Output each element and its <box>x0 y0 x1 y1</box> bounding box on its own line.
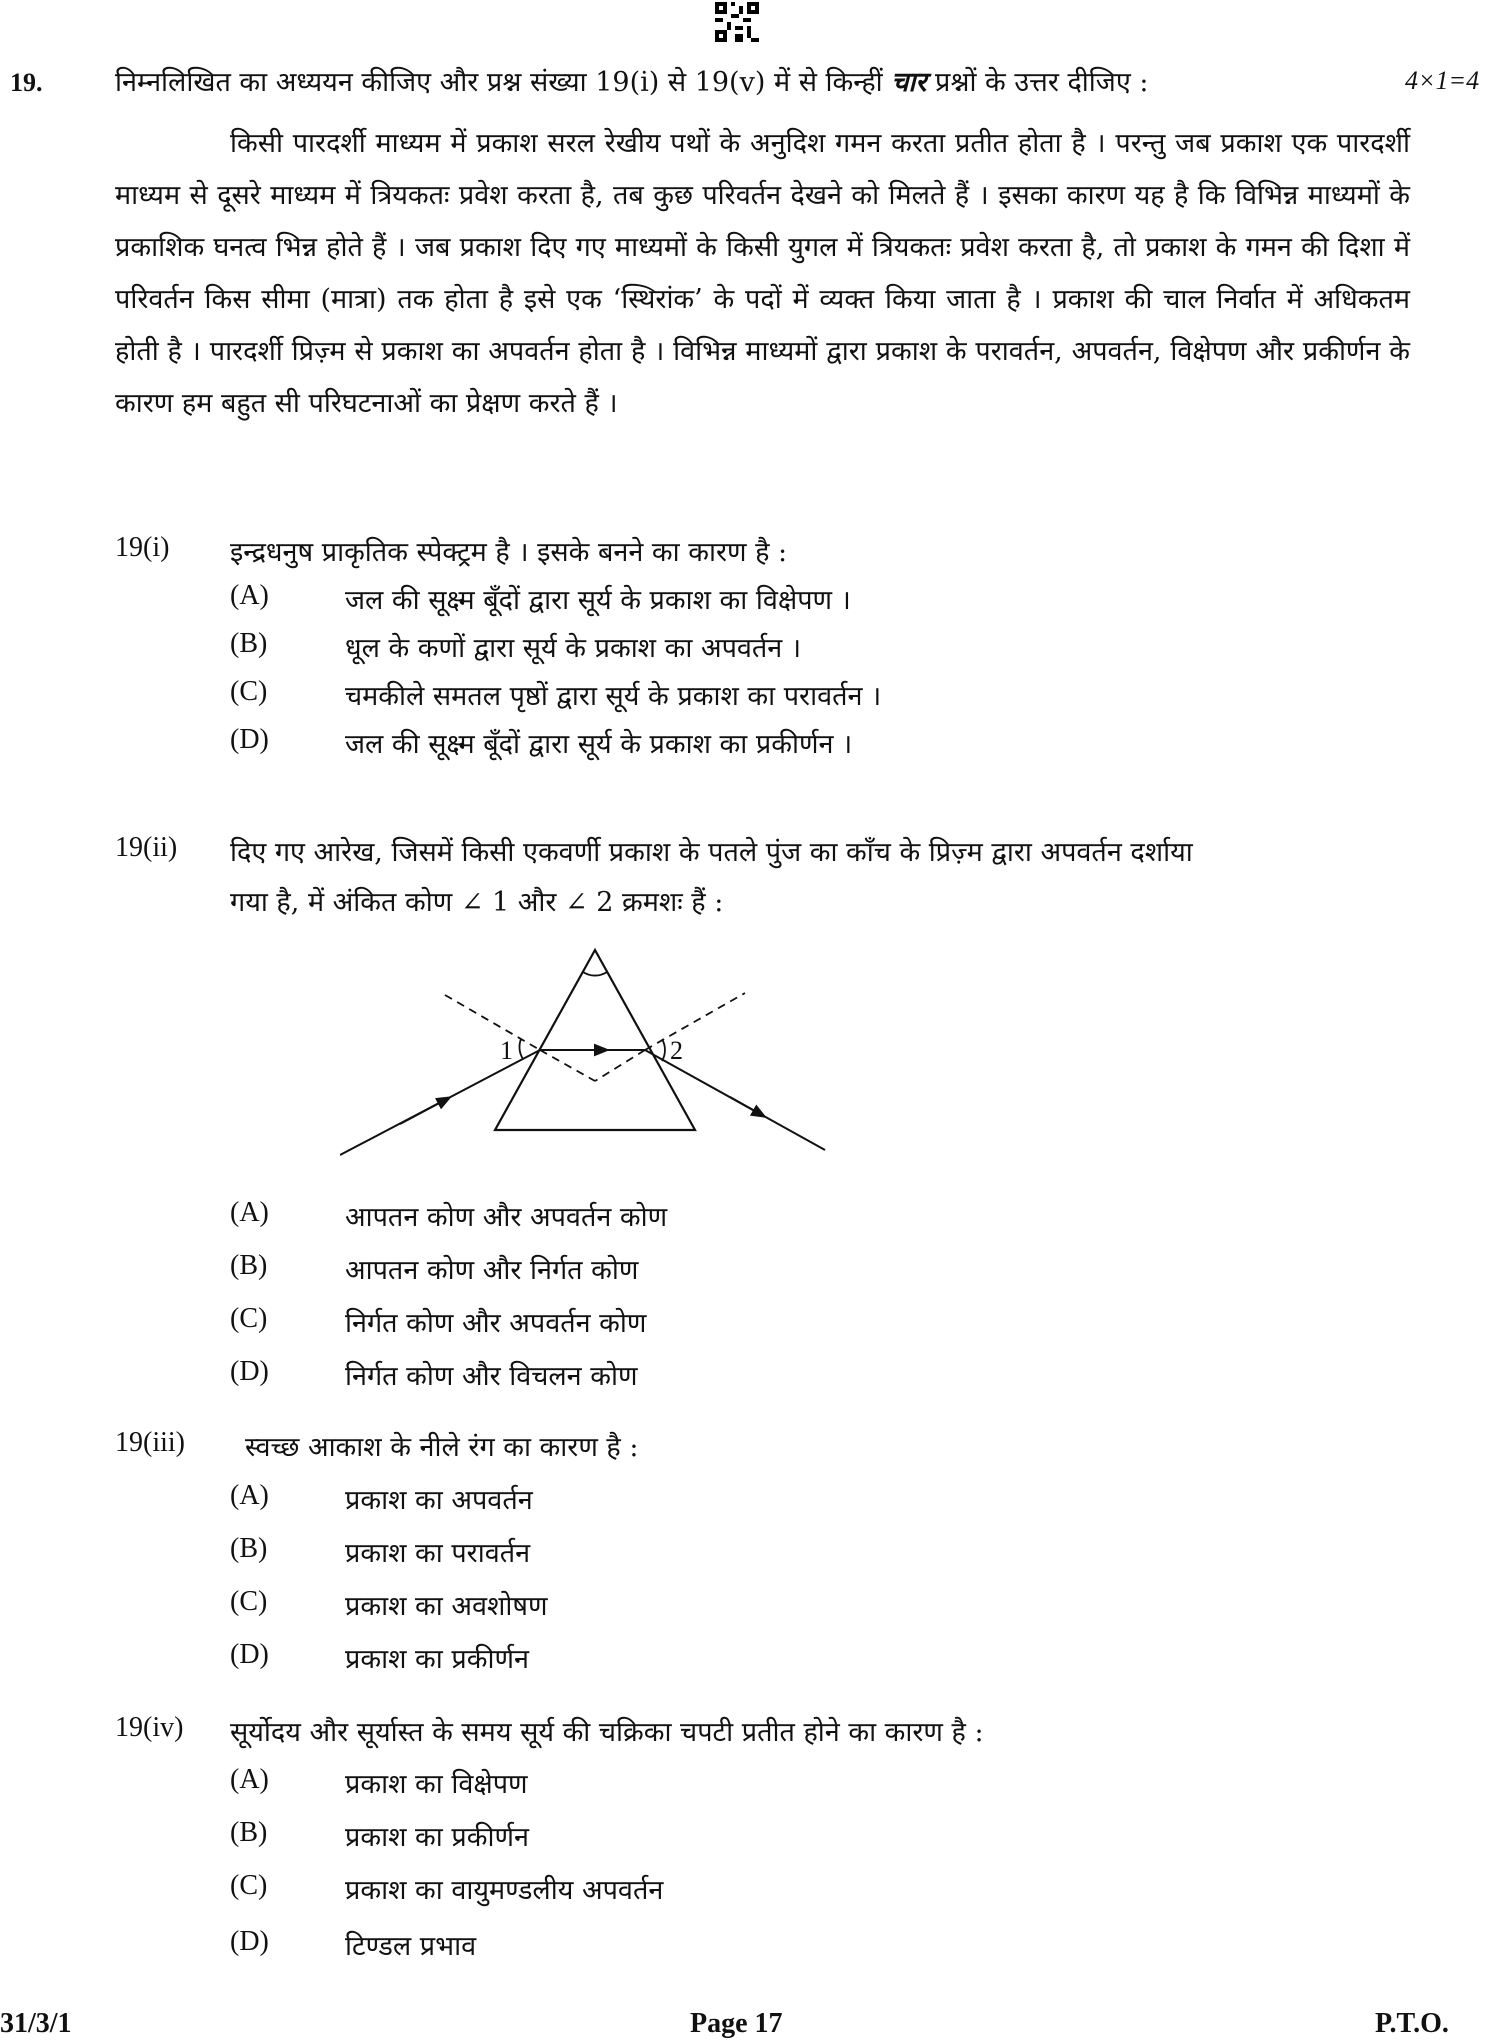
option-text: चमकीले समतल पृष्ठों द्वारा सूर्य के प्रकाश का परावर्तन । <box>345 681 882 712</box>
subquestion-text: इन्द्रधनुष प्राकृतिक स्पेक्ट्रम है । इसके बनने का कारण है : <box>230 537 788 568</box>
option-label: (B) <box>230 1250 268 1281</box>
option-label: (D) <box>230 1356 269 1387</box>
prism-triangle <box>495 950 695 1130</box>
paper-code: 31/3/1 <box>0 2008 72 2039</box>
option-text: प्रकाश का प्रकीर्णन <box>345 1822 529 1853</box>
normal-left <box>445 995 540 1050</box>
apex-angle-arc <box>583 972 607 976</box>
option-text: टिण्डल प्रभाव <box>345 1931 477 1962</box>
option-label: (A) <box>230 580 269 611</box>
subquestion-text: दिए गए आरेख, जिसमें किसी एकवर्णी प्रकाश के पतले पुंज का काँच के प्रिज़्म द्वारा अपवर्तन दर्शाया <box>230 837 1193 868</box>
subquestion-text: सूर्योदय और सूर्यास्त के समय सूर्य की चक्रिका चपटी प्रतीत होने का कारण है : <box>230 1717 984 1748</box>
subquestion-2-line2 <box>230 882 723 919</box>
question-number: 19. <box>10 68 43 97</box>
option-label: (C) <box>230 1870 268 1901</box>
option-text: प्रकाश का वायुमण्डलीय अपवर्तन <box>345 1875 664 1906</box>
subquestion-number: 19(i) <box>115 532 170 563</box>
option-label: (C) <box>230 1586 268 1617</box>
option-text: प्रकाश का विक्षेपण <box>345 1769 528 1800</box>
option-text: प्रकाश का अपवर्तन <box>345 1485 533 1516</box>
option-label: (D) <box>230 724 269 755</box>
page-number: Page 17 <box>690 2008 783 2039</box>
question-instruction <box>115 62 1148 99</box>
option-text: आपतन कोण और अपवर्तन कोण <box>345 1202 668 1233</box>
option-label: (A) <box>230 1764 269 1795</box>
option-label: (C) <box>230 676 268 707</box>
subquestion-number: 19(iii) <box>115 1427 185 1458</box>
marks-allocation: 4×1=4 <box>1405 66 1480 95</box>
option-label: (D) <box>230 1639 269 1670</box>
subquestion-number: 19(ii) <box>115 832 178 863</box>
option-label: (B) <box>230 1817 268 1848</box>
passage: किसी पारदर्शी माध्यम में प्रकाश सरल रेखीय पथों के अनुदिश गमन करता प्रतीत होता है । परन्तु जब प्रकाश एक पारदर्शी माध्यम से दूसरे माध्यम में त्रियकतः प्रवेश करता है, तब कुछ परिवर्तन देखने को मिलते हैं । इसका कारण यह है कि विभिन्न माध्यमों के प्रकाशिक घनत्व भिन्न होते हैं । जब प्रकाश दिए गए माध्यमों के किसी युगल में त्रियकतः प्रवेश करता है, तो प्रकाश के गमन की दिशा में परिवर्तन किस सीमा (मात्रा) तक होता है इसे एक ‘स्थिरांक’ के पदों में व्यक्त किया जाता है । प्रकाश की चाल निर्वात में अधिकतम होती है । पारदर्शी प्रिज़्म से प्रकाश का अपवर्तन होता है । विभिन्न माध्यमों द्वारा प्रकाश के परावर्तन, अपवर्तन, विक्षेपण और प्रकीर्णन के कारण हम बहुत सी परिघटनाओं का प्रेक्षण करते हैं । <box>115 128 1410 419</box>
emergent-ray-arrow <box>730 1097 760 1114</box>
angle-2-arc <box>662 1039 665 1061</box>
option-text: जल की सूक्ष्म बूँदों द्वारा सूर्य के प्रकाश का प्रकीर्णन । <box>345 729 853 760</box>
option-text: प्रकाश का परावर्तन <box>345 1538 531 1569</box>
subquestion-number: 19(iv) <box>115 1712 184 1743</box>
option-text: निर्गत कोण और विचलन कोण <box>345 1361 638 1392</box>
qr-code <box>715 2 759 42</box>
option-text: निर्गत कोण और अपवर्तन कोण <box>345 1308 647 1339</box>
normal-right-inside <box>595 1050 645 1081</box>
instruction-text-end: प्रश्नों के उत्तर दीजिए : <box>935 67 1149 98</box>
option-label: (B) <box>230 628 268 659</box>
normal-left-inside <box>540 1050 595 1081</box>
option-text: प्रकाश का प्रकीर्णन <box>345 1644 529 1675</box>
normal-right <box>645 993 745 1050</box>
option-text: धूल के कणों द्वारा सूर्य के प्रकाश का अपवर्तन । <box>345 633 802 664</box>
prism-refraction-diagram <box>340 935 840 1175</box>
incident-ray-arrow <box>400 1100 445 1124</box>
angle-1-label: 1 <box>500 1036 513 1065</box>
subquestion-text: स्वच्छ आकाश के नीले रंग का कारण है : <box>245 1432 639 1463</box>
pto-marker: P.T.O. <box>1375 2008 1449 2039</box>
instruction-text: निम्नलिखित का अध्ययन कीजिए और प्रश्न संख्या 19(i) से 19(v) में से किन्हीं <box>115 67 883 98</box>
option-text: जल की सूक्ष्म बूँदों द्वारा सूर्य के प्रकाश का विक्षेपण । <box>345 585 851 616</box>
option-label: (C) <box>230 1303 268 1334</box>
option-label: (A) <box>230 1197 269 1228</box>
option-label: (A) <box>230 1480 269 1511</box>
option-label: (B) <box>230 1533 268 1564</box>
option-text: प्रकाश का अवशोषण <box>345 1591 548 1622</box>
angle-2-label: 2 <box>670 1036 683 1065</box>
subquestion-text: गया है, में अंकित कोण ∠ 1 और ∠ 2 क्रमशः हैं : <box>230 887 724 918</box>
angle-1-arc <box>519 1039 523 1059</box>
option-text: आपतन कोण और निर्गत कोण <box>345 1255 639 1286</box>
instruction-emphasis: चार <box>891 67 927 98</box>
option-label: (D) <box>230 1926 269 1957</box>
